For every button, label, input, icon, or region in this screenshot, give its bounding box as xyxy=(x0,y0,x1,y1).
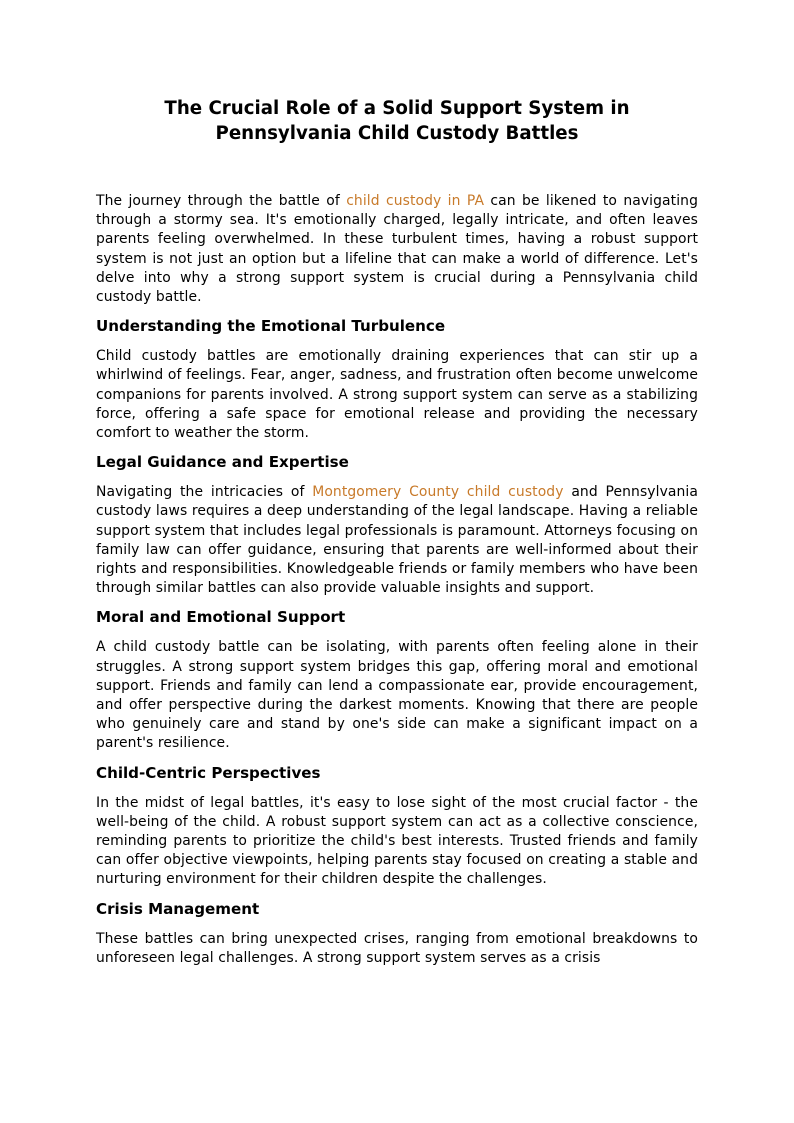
intro-text-before-link: The journey through the battle of xyxy=(96,193,347,209)
section-heading-crisis: Crisis Management xyxy=(96,899,260,918)
section-body-moral: A child custody battle can be isolating, with parents often feeling alone in their struggles. A strong support system bridges this gap, offering moral and emotional support. Friends and family can lend a compassionate ear, provide encouragement, and offer perspective during the darkest moments. Knowing that there are people who genuinely care and stand by one's side can make a significant impact on a parent's resilience. xyxy=(96,639,698,752)
title-line-1: The Crucial Role of a Solid Support System in xyxy=(164,98,630,119)
section-heading-child: Child-Centric Perspectives xyxy=(96,763,321,782)
section-body-child: In the midst of legal battles, it's easy to lose sight of the most crucial factor - the well-being of the child. A robust support system can act as a collective conscience, reminding parents to prioritize the child's best interests. Trusted friends and family can offer objective viewpoints, helping parents stay focused on creating a stable and nurturing environment for their children despite the challenges. xyxy=(96,794,698,888)
section-heading-moral: Moral and Emotional Support xyxy=(96,608,346,627)
child-custody-pa-link[interactable]: child custody in PA xyxy=(346,193,485,209)
section-heading-emotional: Understanding the Emotional Turbulence xyxy=(96,317,446,336)
section-body-crisis: These battles can bring unexpected crises, ranging from emotional breakdowns to unforeseen legal challenges. A strong support system serves as a crisis xyxy=(96,930,698,966)
legal-text-before-link: Navigating the intricacies of xyxy=(96,484,313,501)
title-line-2: Pennsylvania Child Custody Battles xyxy=(215,123,579,144)
section-body-emotional: Child custody battles are emotionally draining experiences that can stir up a whirlwind of feelings. Fear, anger, sadness, and frustration often become unwelcome companions for parents involved. A strong support system can serve as a stabilizing force, offering a safe space for emotional release and providing the necessary comfort to weather the storm. xyxy=(96,348,698,442)
montgomery-county-link[interactable]: Montgomery County child custody xyxy=(312,484,564,501)
legal-text-after-link: and Pennsylvania custody laws requires a deep understanding of the legal landscape. Having a reliable support system that includes legal professionals is paramount. Attorneys focusing on family law can offer guidance, ensuring that parents are well-informed about their rights and responsibilities. Knowledgeable friends or family members who have been through similar battles can also provide valuable insights and support. xyxy=(96,484,698,597)
section-body-legal xyxy=(96,483,698,598)
intro-text-after-link: can be likened to navigating through a stormy sea. It's emotionally charged, legally intricate, and often leaves parents feeling overwhelmed. In these turbulent times, having a robust support system is not just an option but a lifeline that can make a world of difference. Let's delve into why a strong support system is crucial during a Pennsylvania child custody battle. xyxy=(96,193,698,306)
intro-paragraph xyxy=(96,192,698,307)
page-title xyxy=(96,96,698,146)
document-page xyxy=(96,96,698,968)
section-heading-legal: Legal Guidance and Expertise xyxy=(96,453,349,472)
